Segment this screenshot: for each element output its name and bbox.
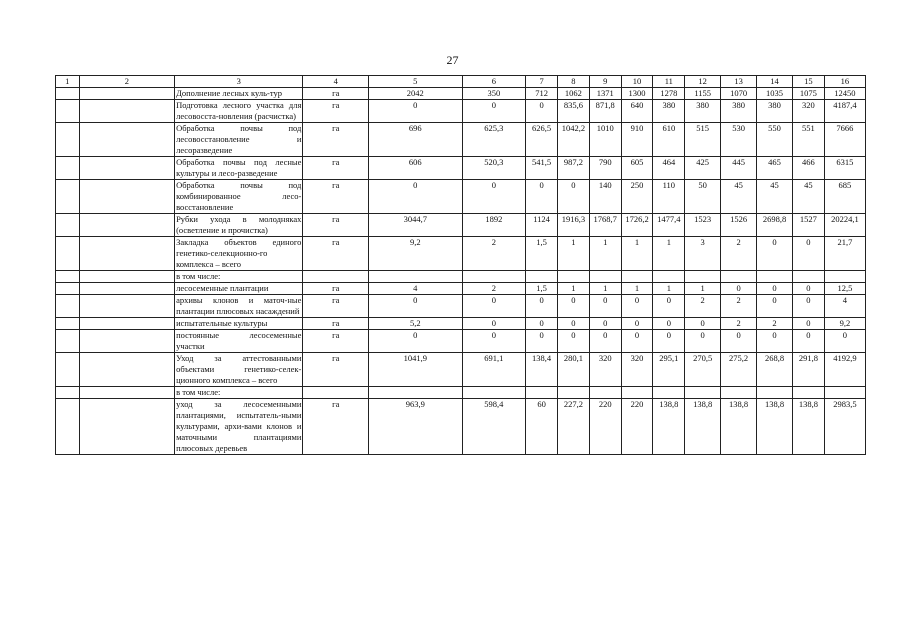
value-cell: 0: [526, 100, 558, 123]
col-2-cell: [79, 123, 174, 157]
col-1-cell: [56, 387, 80, 399]
value-cell: 0: [526, 180, 558, 214]
row-unit: га: [303, 318, 369, 330]
header-cell: 3: [175, 76, 303, 88]
value-cell: [792, 387, 824, 399]
value-cell: 0: [792, 318, 824, 330]
value-cell: 0: [557, 180, 589, 214]
header-cell: 14: [757, 76, 793, 88]
value-cell: 0: [621, 330, 653, 353]
col-1-cell: [56, 399, 80, 455]
value-cell: 2: [685, 295, 721, 318]
value-cell: [369, 387, 462, 399]
row-name: испытательные культуры: [175, 318, 303, 330]
value-cell: 1155: [685, 88, 721, 100]
page-number: 27: [446, 53, 459, 67]
value-cell: 685: [824, 180, 865, 214]
value-cell: 320: [792, 100, 824, 123]
value-cell: 0: [653, 295, 685, 318]
col-2-cell: [79, 214, 174, 237]
value-cell: [721, 271, 757, 283]
value-cell: 280,1: [557, 353, 589, 387]
value-cell: 0: [721, 330, 757, 353]
value-cell: 380: [653, 100, 685, 123]
value-cell: 0: [557, 330, 589, 353]
value-cell: 9,2: [369, 237, 462, 271]
table-row: [56, 271, 866, 283]
value-cell: 445: [721, 157, 757, 180]
row-name: архивы клонов и маточ-ные плантации плюсовых насаждений: [176, 295, 302, 316]
col-2-cell: [79, 100, 174, 123]
value-cell: 1124: [526, 214, 558, 237]
value-cell: [369, 271, 462, 283]
value-cell: 0: [824, 330, 865, 353]
col-1-cell: [56, 271, 80, 283]
col-1-cell: [56, 180, 80, 214]
value-cell: 515: [685, 123, 721, 157]
row-name: Уход за аттестованными объектами генетико-селек-ционного комплекса – всего: [176, 353, 302, 385]
row-name: в том числе:: [175, 387, 303, 399]
col-1-cell: [56, 123, 80, 157]
value-cell: 3044,7: [369, 214, 462, 237]
col-1-cell: [56, 295, 80, 318]
value-cell: 530: [721, 123, 757, 157]
value-cell: 2042: [369, 88, 462, 100]
col-2-cell: [79, 283, 174, 295]
value-cell: 1726,2: [621, 214, 653, 237]
value-cell: 610: [653, 123, 685, 157]
value-cell: 3: [685, 237, 721, 271]
value-cell: 0: [757, 237, 793, 271]
value-cell: 1300: [621, 88, 653, 100]
value-cell: [721, 387, 757, 399]
value-cell: 380: [721, 100, 757, 123]
value-cell: 220: [589, 399, 621, 455]
value-cell: 21,7: [824, 237, 865, 271]
value-cell: 268,8: [757, 353, 793, 387]
row-name: Закладка объектов единого генетико-селекционно-го комплекса – всего: [176, 237, 302, 269]
value-cell: 1916,3: [557, 214, 589, 237]
header-cell: 11: [653, 76, 685, 88]
value-cell: 0: [369, 295, 462, 318]
value-cell: 987,2: [557, 157, 589, 180]
value-cell: [462, 387, 526, 399]
value-cell: 0: [526, 295, 558, 318]
row-unit: га: [303, 88, 369, 100]
value-cell: 1768,7: [589, 214, 621, 237]
header-cell: 13: [721, 76, 757, 88]
col-1-cell: [56, 100, 80, 123]
header-cell: 2: [79, 76, 174, 88]
value-cell: 138,8: [653, 399, 685, 455]
table-row: [56, 157, 866, 180]
header-cell: 10: [621, 76, 653, 88]
row-name: Рубки ухода в молодняках (осветление и прочистка): [176, 214, 302, 235]
value-cell: 0: [721, 283, 757, 295]
value-cell: 0: [757, 283, 793, 295]
value-cell: 0: [792, 330, 824, 353]
value-cell: 4192,9: [824, 353, 865, 387]
value-cell: 1075: [792, 88, 824, 100]
header-cell: 16: [824, 76, 865, 88]
value-cell: 910: [621, 123, 653, 157]
value-cell: 1: [589, 237, 621, 271]
value-cell: 1041,9: [369, 353, 462, 387]
value-cell: 45: [757, 180, 793, 214]
row-name: в том числе:: [175, 271, 303, 283]
value-cell: [557, 271, 589, 283]
value-cell: 0: [757, 330, 793, 353]
value-cell: 45: [721, 180, 757, 214]
row-name: Обработка почвы под комбинированное лесо-восстановление: [176, 180, 302, 212]
col-2-cell: [79, 295, 174, 318]
value-cell: 1042,2: [557, 123, 589, 157]
row-unit: га: [303, 237, 369, 271]
value-cell: 626,5: [526, 123, 558, 157]
value-cell: [824, 271, 865, 283]
table-row: [56, 214, 866, 237]
value-cell: 640: [621, 100, 653, 123]
col-2-cell: [79, 387, 174, 399]
col-2-cell: [79, 399, 174, 455]
value-cell: 1,5: [526, 237, 558, 271]
value-cell: [526, 387, 558, 399]
value-cell: 0: [589, 318, 621, 330]
value-cell: 1892: [462, 214, 526, 237]
value-cell: 0: [653, 330, 685, 353]
value-cell: 0: [685, 330, 721, 353]
table-row: [56, 123, 866, 157]
value-cell: 0: [462, 318, 526, 330]
value-cell: 0: [757, 295, 793, 318]
value-cell: 1062: [557, 88, 589, 100]
row-name: Дополнение лесных куль-тур: [175, 88, 303, 100]
value-cell: 270,5: [685, 353, 721, 387]
table-row: [56, 100, 866, 123]
col-2-cell: [79, 353, 174, 387]
value-cell: [621, 387, 653, 399]
value-cell: [589, 387, 621, 399]
value-cell: 712: [526, 88, 558, 100]
value-cell: 5,2: [369, 318, 462, 330]
value-cell: 2: [757, 318, 793, 330]
value-cell: [653, 387, 685, 399]
value-cell: 1526: [721, 214, 757, 237]
table-row: [56, 399, 866, 455]
value-cell: 350: [462, 88, 526, 100]
value-cell: 50: [685, 180, 721, 214]
value-cell: [653, 271, 685, 283]
value-cell: [685, 387, 721, 399]
header-cell: 5: [369, 76, 462, 88]
value-cell: 140: [589, 180, 621, 214]
value-cell: [757, 271, 793, 283]
value-cell: 1,5: [526, 283, 558, 295]
value-cell: 1070: [721, 88, 757, 100]
col-2-cell: [79, 318, 174, 330]
value-cell: 4: [369, 283, 462, 295]
value-cell: 466: [792, 157, 824, 180]
value-cell: 625,3: [462, 123, 526, 157]
value-cell: 2: [721, 295, 757, 318]
value-cell: [792, 271, 824, 283]
value-cell: 1: [557, 237, 589, 271]
table-row: [56, 330, 866, 353]
row-unit: га: [303, 100, 369, 123]
value-cell: 605: [621, 157, 653, 180]
value-cell: [685, 271, 721, 283]
value-cell: 2: [721, 237, 757, 271]
value-cell: 598,4: [462, 399, 526, 455]
value-cell: 963,9: [369, 399, 462, 455]
value-cell: 0: [369, 330, 462, 353]
value-cell: 0: [369, 180, 462, 214]
table-row: [56, 88, 866, 100]
value-cell: 790: [589, 157, 621, 180]
value-cell: 380: [757, 100, 793, 123]
data-table: [55, 75, 866, 455]
value-cell: 520,3: [462, 157, 526, 180]
row-unit: га: [303, 399, 369, 455]
value-cell: [589, 271, 621, 283]
value-cell: 0: [685, 318, 721, 330]
value-cell: 110: [653, 180, 685, 214]
table-row: [56, 295, 866, 318]
row-unit: га: [303, 353, 369, 387]
value-cell: 2: [462, 283, 526, 295]
row-unit: [303, 387, 369, 399]
col-1-cell: [56, 88, 80, 100]
row-name: Подготовка лесного участка для лесовосста-новления (расчистка): [176, 100, 302, 121]
value-cell: 291,8: [792, 353, 824, 387]
value-cell: 320: [589, 353, 621, 387]
col-1-cell: [56, 353, 80, 387]
col-2-cell: [79, 157, 174, 180]
value-cell: 0: [792, 283, 824, 295]
value-cell: 0: [369, 100, 462, 123]
value-cell: 9,2: [824, 318, 865, 330]
col-1-cell: [56, 214, 80, 237]
value-cell: 550: [757, 123, 793, 157]
value-cell: 320: [621, 353, 653, 387]
value-cell: 2: [721, 318, 757, 330]
value-cell: 1477,4: [653, 214, 685, 237]
row-unit: га: [303, 295, 369, 318]
value-cell: 606: [369, 157, 462, 180]
value-cell: [757, 387, 793, 399]
value-cell: 0: [462, 295, 526, 318]
header-cell: 8: [557, 76, 589, 88]
value-cell: 1: [589, 283, 621, 295]
header-cell: 9: [589, 76, 621, 88]
table-row: [56, 283, 866, 295]
row-unit: га: [303, 157, 369, 180]
table-row: [56, 180, 866, 214]
value-cell: 20224,1: [824, 214, 865, 237]
col-2-cell: [79, 271, 174, 283]
value-cell: 0: [557, 295, 589, 318]
value-cell: 0: [792, 237, 824, 271]
value-cell: 0: [589, 330, 621, 353]
value-cell: [462, 271, 526, 283]
header-cell: 7: [526, 76, 558, 88]
header-cell: 1: [56, 76, 80, 88]
value-cell: 60: [526, 399, 558, 455]
table-row: [56, 387, 866, 399]
value-cell: 275,2: [721, 353, 757, 387]
value-cell: 691,1: [462, 353, 526, 387]
value-cell: [557, 387, 589, 399]
value-cell: 0: [621, 318, 653, 330]
value-cell: 425: [685, 157, 721, 180]
table-row: [56, 353, 866, 387]
value-cell: 2698,8: [757, 214, 793, 237]
value-cell: 0: [557, 318, 589, 330]
col-2-cell: [79, 88, 174, 100]
value-cell: 1035: [757, 88, 793, 100]
row-unit: [303, 271, 369, 283]
row-name: постоянные лесосеменные участки: [176, 330, 302, 351]
value-cell: 6315: [824, 157, 865, 180]
value-cell: 871,8: [589, 100, 621, 123]
value-cell: 1: [653, 283, 685, 295]
value-cell: 0: [526, 330, 558, 353]
header-cell: 15: [792, 76, 824, 88]
value-cell: [621, 271, 653, 283]
value-cell: 835,6: [557, 100, 589, 123]
row-name: Обработка почвы под лесовосстановление и лесоразведение: [176, 123, 302, 155]
value-cell: 0: [462, 180, 526, 214]
row-name: уход за лесосеменными плантациями, испытатель-ными культурами, архи-вами клонов и маточными плантациями плюсовых деревьев: [176, 399, 302, 453]
value-cell: 138,8: [792, 399, 824, 455]
value-cell: 1: [621, 237, 653, 271]
row-unit: га: [303, 283, 369, 295]
value-cell: 1: [653, 237, 685, 271]
value-cell: 1527: [792, 214, 824, 237]
col-2-cell: [79, 180, 174, 214]
value-cell: 7666: [824, 123, 865, 157]
value-cell: 250: [621, 180, 653, 214]
col-1-cell: [56, 283, 80, 295]
value-cell: 4187,4: [824, 100, 865, 123]
value-cell: 0: [621, 295, 653, 318]
value-cell: 4: [824, 295, 865, 318]
value-cell: 1: [557, 283, 589, 295]
row-unit: га: [303, 123, 369, 157]
col-1-cell: [56, 330, 80, 353]
value-cell: 138,8: [757, 399, 793, 455]
value-cell: 12,5: [824, 283, 865, 295]
value-cell: 138,8: [721, 399, 757, 455]
value-cell: 138,4: [526, 353, 558, 387]
col-1-cell: [56, 237, 80, 271]
value-cell: 1371: [589, 88, 621, 100]
col-1-cell: [56, 318, 80, 330]
value-cell: 1278: [653, 88, 685, 100]
value-cell: 0: [653, 318, 685, 330]
value-cell: 2983,5: [824, 399, 865, 455]
value-cell: 227,2: [557, 399, 589, 455]
value-cell: 465: [757, 157, 793, 180]
table-row: [56, 237, 866, 271]
value-cell: 696: [369, 123, 462, 157]
row-unit: га: [303, 330, 369, 353]
value-cell: 1: [621, 283, 653, 295]
value-cell: [824, 387, 865, 399]
value-cell: 0: [792, 295, 824, 318]
value-cell: 12450: [824, 88, 865, 100]
value-cell: 138,8: [685, 399, 721, 455]
header-cell: 4: [303, 76, 369, 88]
value-cell: 220: [621, 399, 653, 455]
row-name: Обработка почвы под лесные культуры и лесо-разведение: [176, 157, 302, 178]
header-row: [56, 76, 866, 88]
col-1-cell: [56, 157, 80, 180]
value-cell: 1523: [685, 214, 721, 237]
header-cell: 12: [685, 76, 721, 88]
value-cell: 2: [462, 237, 526, 271]
table-row: [56, 318, 866, 330]
row-unit: га: [303, 214, 369, 237]
value-cell: 541,5: [526, 157, 558, 180]
row-unit: га: [303, 180, 369, 214]
value-cell: 0: [526, 318, 558, 330]
value-cell: 0: [462, 330, 526, 353]
value-cell: 0: [462, 100, 526, 123]
value-cell: 380: [685, 100, 721, 123]
row-name: лесосеменные плантации: [175, 283, 303, 295]
value-cell: 551: [792, 123, 824, 157]
value-cell: 464: [653, 157, 685, 180]
value-cell: 45: [792, 180, 824, 214]
value-cell: 295,1: [653, 353, 685, 387]
col-2-cell: [79, 237, 174, 271]
value-cell: 1010: [589, 123, 621, 157]
header-cell: 6: [462, 76, 526, 88]
value-cell: [526, 271, 558, 283]
col-2-cell: [79, 330, 174, 353]
value-cell: 1: [685, 283, 721, 295]
value-cell: 0: [589, 295, 621, 318]
